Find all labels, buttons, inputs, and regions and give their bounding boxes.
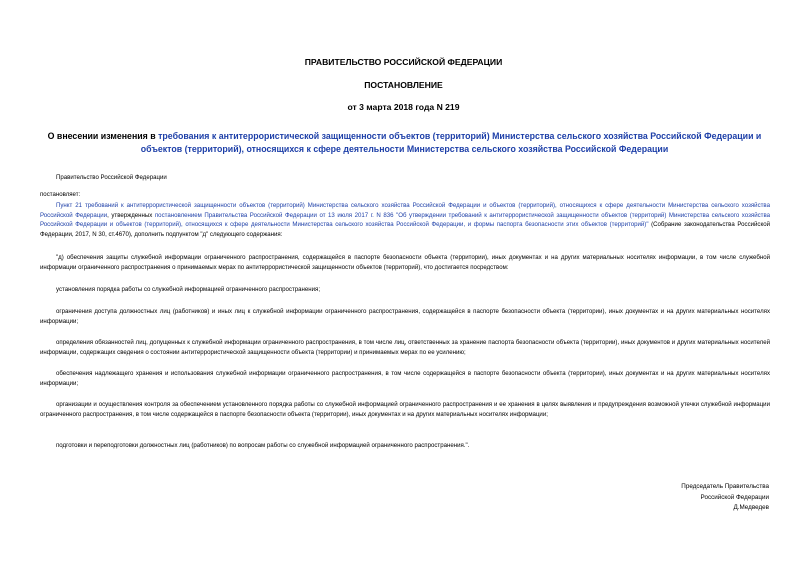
government-heading: ПРАВИТЕЛЬСТВО РОССИЙСКОЙ ФЕДЕРАЦИИ — [304, 57, 503, 67]
amendment-end-text: (Собрание законодательства Российской Федерации, 2017, N 30, ст.4670), дополнить подпунктом "д" следующего содержания: — [40, 221, 770, 238]
title-prefix: О внесении изменения в — [47, 131, 159, 141]
item-paragraph: установления порядка работы со служебной информацией ограниченного распространения; — [56, 286, 321, 293]
resolution-836-link[interactable]: постановлением Правительства Российской Федерации от 13 июля 2017 г. N 836 "Об утверждении требований к антитеррористической защищенности объектов (территорий) Министерства сельского хозяйства Российской Федерации и объектов (территорий), относящихся к сфере деятельности Министерства сельского хозяйства Российской Федерации, и формы паспорта безопасности этих объектов (территорий)" — [40, 211, 770, 229]
signature-block — [569, 482, 769, 514]
date-number-heading: от 3 марта 2018 года N 219 — [347, 102, 460, 112]
signature-name: Д.Медведев — [733, 504, 769, 511]
doc-type-heading: ПОСТАНОВЛЕНИЕ — [364, 80, 443, 90]
amendment-paragraph — [40, 201, 770, 239]
signature-position: Председатель Правительства — [681, 483, 769, 490]
clause-21-link[interactable]: Пункт 21 требований к антитеррористической защищенности объектов (территорий) Министерства сельского хозяйства Российской Федерации и объектов (территорий), относящихся к сфере деятельности Министерства сельского хозяйства Российской Федерации — [40, 202, 770, 219]
title-link[interactable]: требования к антитеррористической защищенности объектов (территорий) Министерства сельского хозяйства Российской Федерации и объектов (территорий), относящихся к сфере деятельности Министерства сельского хозяйства Российской Федерации — [140, 131, 762, 154]
item-paragraph: подготовки и переподготовки должностных лиц (работников) по вопросам работы со служебной информацией ограниченного распространения.". — [56, 442, 470, 449]
item-paragraph: "д) обеспечения защиты служебной информации ограниченного распространения, содержащейся в паспорте безопасности объекта (территории), иных документах и на других материальных носителях информации, в том числе служебной информации ограниченного распространения о принимаемых мерах по антитеррористической защищенности объектов (территорий), что достигается посредством: — [40, 254, 770, 271]
intro-paragraph: Правительство Российской Федерации — [56, 174, 167, 181]
decree-paragraph: постановляет: — [40, 191, 81, 198]
item-paragraph: обеспечения надлежащего хранения и использования служебной информации ограниченного распространения, в том числе содержащейся в паспорте безопасности объекта (территории), иных документах и на других материальных носителях информации; — [40, 370, 770, 387]
item-paragraph: ограничения доступа должностных лиц (работников) и иных лиц к служебной информации ограниченного распространения, содержащейся в паспорте безопасности объекта (территории), иных документах и на других материальных носителях информации; — [40, 308, 770, 325]
amendment-mid-text: , утвержденных — [107, 211, 155, 219]
signature-country: Российской Федерации — [700, 493, 769, 501]
item-paragraph: определения обязанностей лиц, допущенных к служебной информации ограниченного распространения, в том числе лиц, ответственных за хранение паспорта безопасности объекта (территории), иных документов и других материальных носителей информации, содержащих сведения о состоянии антитеррористической защищенности объекта (территории) и принимаемых мерах по ее усилению; — [40, 339, 770, 356]
document-title — [32, 130, 777, 156]
item-paragraph: организации и осуществления контроля за обеспечением установленного порядка работы со служебной информацией ограниченного распространения и ее хранения в целях выявления и предупреждения возможной утечки служебной информации ограниченного распространения, в том числе содержащейся в паспорте безопасности объекта (территории), иных документах и на других материальных носителях информации; — [40, 401, 770, 418]
